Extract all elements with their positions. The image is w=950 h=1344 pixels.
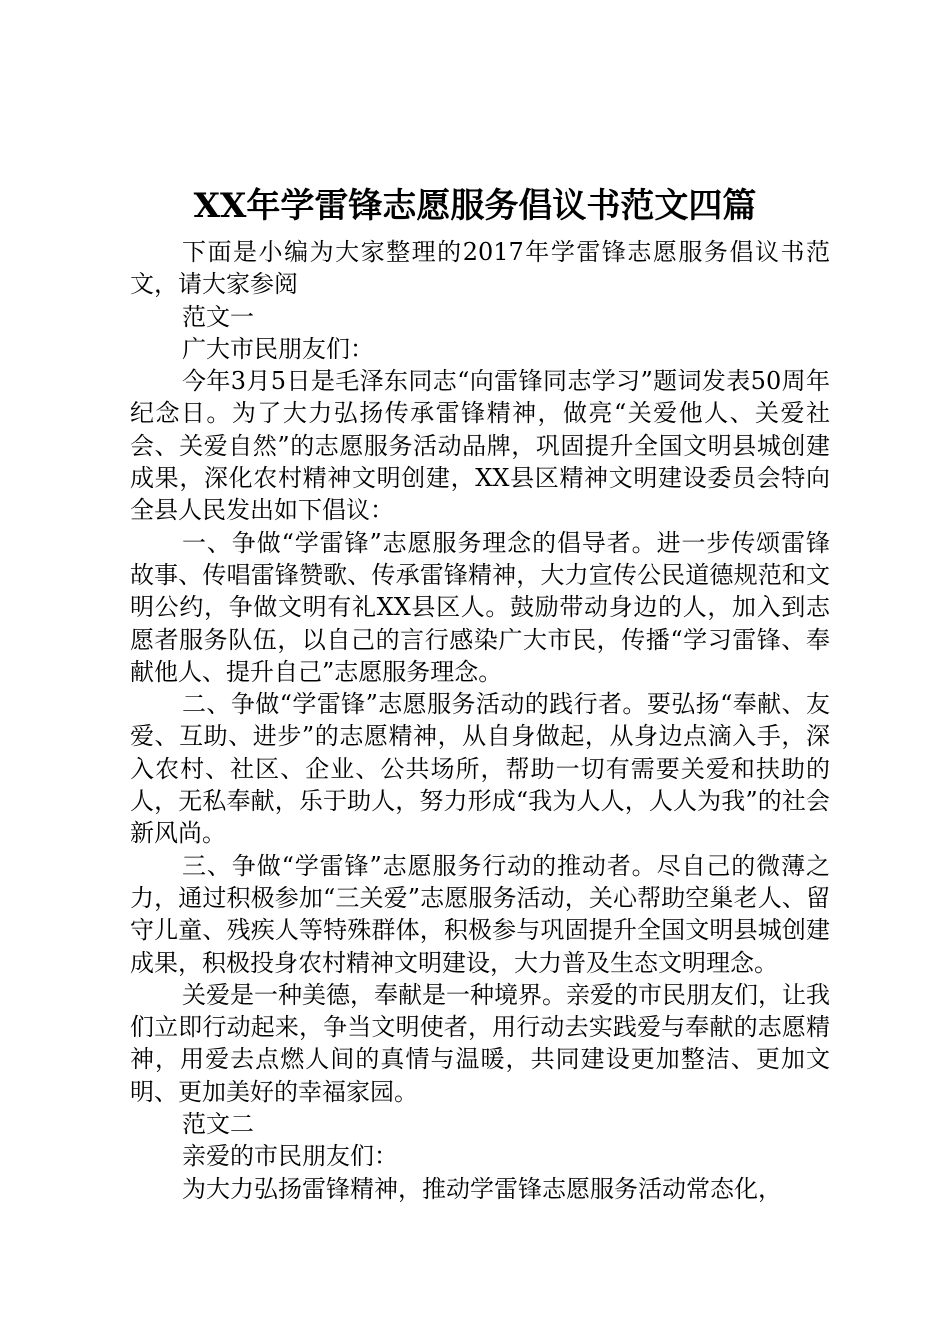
- document-body: [130, 236, 830, 1205]
- body-paragraph: 关爱是一种美德，奉献是一种境界。亲爱的市民朋友们，让我们立即行动起来，争当文明使者，用行动去实践爱与奉献的志愿精神，用爱去点燃人间的真情与温暖，共同建设更加整洁、更加文明、更加美好的幸福家园。: [130, 980, 830, 1106]
- salutation: 亲爱的市民朋友们：: [182, 1142, 398, 1171]
- document-title: XX年学雷锋志愿服务倡议书范文四篇: [193, 186, 757, 226]
- intro-paragraph: 下面是小编为大家整理的2017年学雷锋志愿服务倡议书范文，请大家参阅: [130, 238, 830, 299]
- body-paragraph: 三、争做“学雷锋”志愿服务行动的推动者。尽自己的微薄之力，通过积极参加“三关爱”志愿服务活动，关心帮助空巢老人、留守儿童、残疾人等特殊群体，积极参与巩固提升全国文明县城创建成果，积极投身农村精神文明建设，大力普及生态文明理念。: [130, 851, 830, 977]
- body-paragraph: 为大力弘扬雷锋精神，推动学雷锋志愿服务活动常态化，: [182, 1174, 782, 1203]
- body-paragraph: 一、争做“学雷锋”志愿服务理念的倡导者。进一步传颂雷锋故事、传唱雷锋赞歌、传承雷锋精神，大力宣传公民道德规范和文明公约，争做文明有礼XX县区人。鼓励带动身边的人，加入到志愿者服务队伍，以自己的言行感染广大市民，传播“学习雷锋、奉献他人、提升自己”志愿服务理念。: [130, 528, 830, 686]
- body-paragraph: 今年3月5日是毛泽东同志“向雷锋同志学习”题词发表50周年纪念日。为了大力弘扬传承雷锋精神，做亮“关爱他人、关爱社会、关爱自然”的志愿服务活动品牌，巩固提升全国文明县城创建成果，深化农村精神文明创建，XX县区精神文明建设委员会特向全县人民发出如下倡议：: [130, 367, 830, 525]
- section-heading: 范文二: [182, 1110, 254, 1139]
- salutation: 广大市民朋友们：: [182, 334, 374, 363]
- section-heading: 范文一: [182, 302, 254, 331]
- body-paragraph: 二、争做“学雷锋”志愿服务活动的践行者。要弘扬“奉献、友爱、互助、进步”的志愿精神，从自身做起，从身边点滴入手，深入农村、社区、企业、公共场所，帮助一切有需要关爱和扶助的人，无私奉献，乐于助人，努力形成“我为人人，人人为我”的社会新风尚。: [130, 690, 830, 848]
